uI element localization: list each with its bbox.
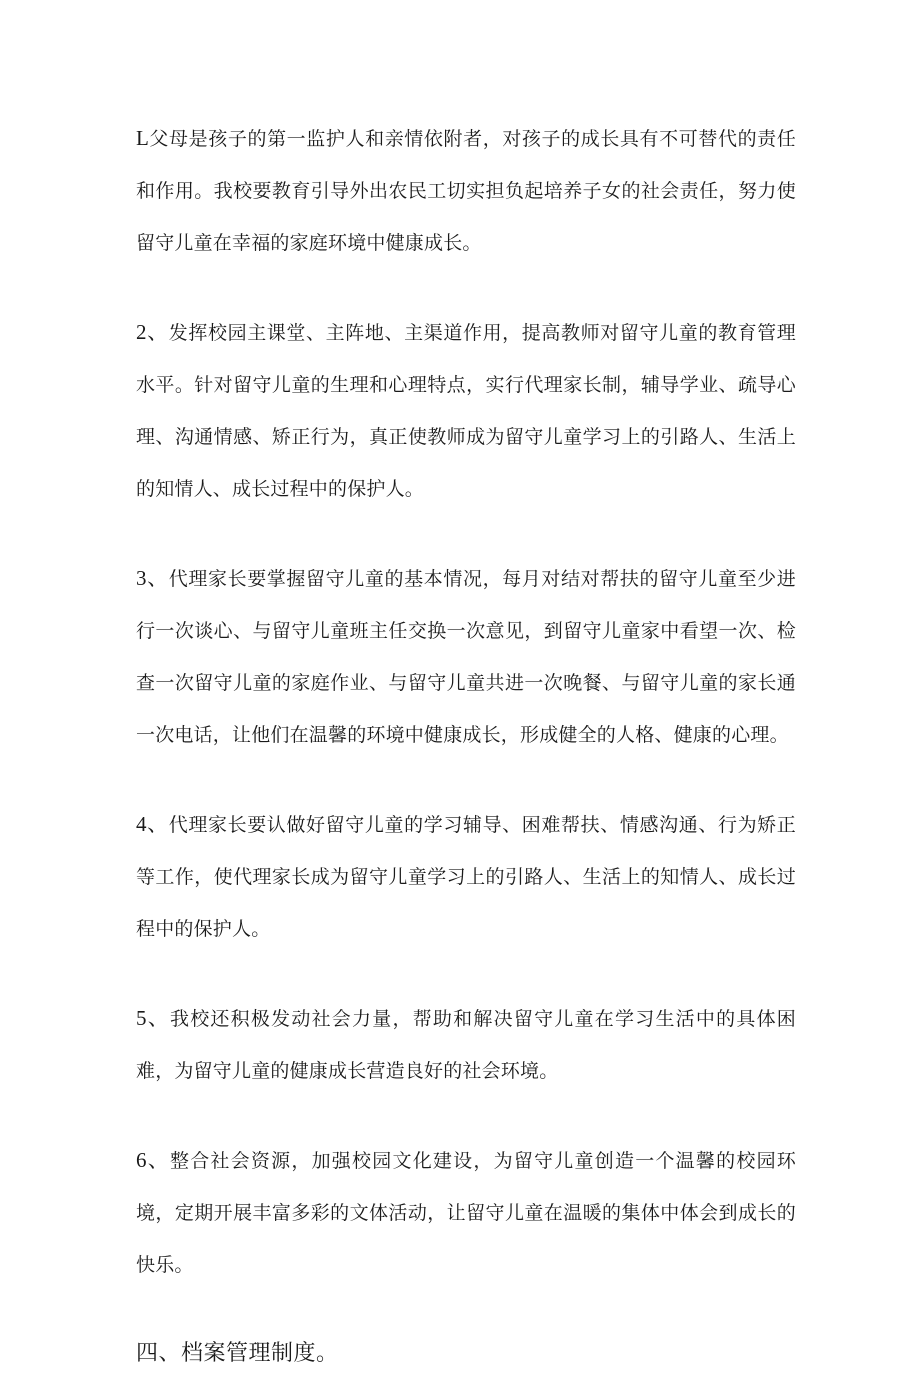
paragraph-1	[136, 112, 796, 269]
paragraph-5	[136, 992, 796, 1097]
section-heading: 四、档案管理制度。	[136, 1341, 339, 1366]
paragraph-4	[136, 798, 796, 955]
paragraph-number: 4、	[136, 812, 169, 836]
paragraph-number: 3、	[136, 566, 169, 590]
paragraph-text: 整合社会资源，加强校园文化建设，为留守儿童创造一个温馨的校园环境，定期开展丰富多彩的文体活动，让留守儿童在温暖的集体中体会到成长的快乐。	[136, 1150, 797, 1276]
paragraph-number: 2、	[136, 320, 169, 344]
paragraph-3	[136, 552, 796, 761]
paragraph-number: L	[136, 126, 150, 150]
paragraph-text: 代理家长要掌握留守儿童的基本情况，每月对结对帮扶的留守儿童至少进行一次谈心、与留守儿童班主任交换一次意见，到留守儿童家中看望一次、检查一次留守儿童的家庭作业、与留守儿童共进一次晚餐、与留守儿童的家长通一次电话，让他们在温馨的环境中健康成长，形成健全的人格、健康的心理。	[136, 568, 796, 746]
paragraph-number: 5、	[136, 1006, 170, 1030]
paragraph-text: 代理家长要认做好留守儿童的学习辅导、困难帮扶、情感沟通、行为矫正等工作，使代理家长成为留守儿童学习上的引路人、生活上的知情人、成长过程中的保护人。	[136, 814, 796, 940]
paragraph-6	[136, 1134, 796, 1291]
document-body	[136, 112, 796, 1380]
paragraph-2	[136, 306, 796, 515]
paragraph-text: 父母是孩子的第一监护人和亲情依附者，对孩子的成长具有不可替代的责任和作用。我校要教育引导外出农民工切实担负起培养子女的社会责任，努力使留守儿童在幸福的家庭环境中健康成长。	[136, 128, 796, 254]
paragraph-text: 发挥校园主课堂、主阵地、主渠道作用，提高教师对留守儿童的教育管理水平。针对留守儿童的生理和心理特点，实行代理家长制，辅导学业、疏导心理、沟通情感、矫正行为，真正使教师成为留守儿童学习上的引路人、生活上的知情人、成长过程中的保护人。	[136, 322, 796, 500]
paragraph-number: 6、	[136, 1148, 170, 1172]
paragraph-text: 我校还积极发动社会力量，帮助和解决留守儿童在学习生活中的具体困难，为留守儿童的健康成长营造良好的社会环境。	[136, 1008, 797, 1082]
